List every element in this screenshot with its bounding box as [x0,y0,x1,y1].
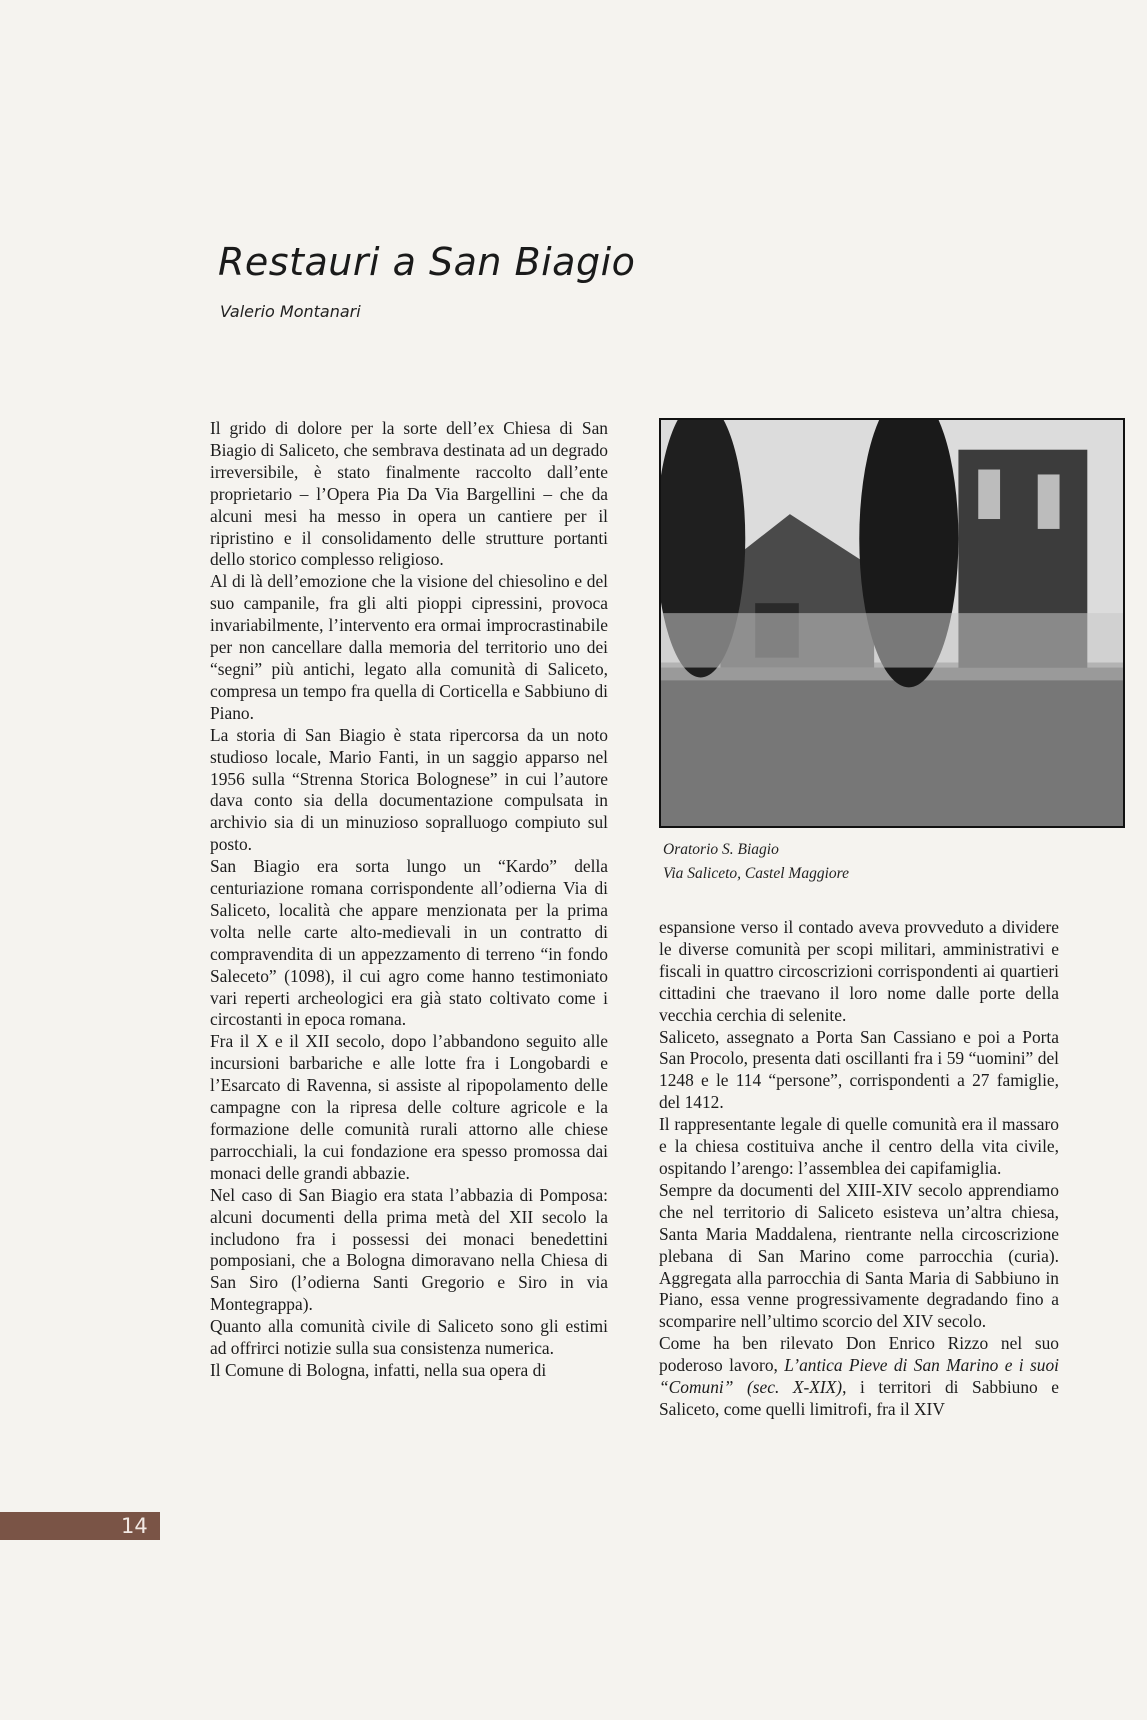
article-title: Restauri a San Biagio [218,240,636,284]
page-number: 14 [121,1514,148,1538]
church-photo-drawing [661,420,1123,826]
paragraph: Il rappresentante legale di quelle comunità era il massaro e la chiesa costituiva anche il centro della vita civile, ospitando l’arengo: l’assemblea dei capifamiglia. [659,1114,1059,1178]
paragraph: Sempre da documenti del XIII-XIV secolo apprendiamo che nel territorio di Saliceto esisteva un’altra chiesa, Santa Maria Maddalena, rientrante nella circoscrizione plebana di San Marino come parrocchia (curia). Aggregata alla parrocchia di Santa Maria di Sabbiuno in Piano, essa venne progressivamente degradando fino a scomparire nell’ultimo scorcio del XIV secolo. [659,1179,1059,1332]
paragraph: Fra il X e il XII secolo, dopo l’abbandono seguito alle incursioni barbariche e alle lotte fra i Longobardi e l’Esarcato di Ravenna, si assiste al ripopolamento delle campagne con la ripresa delle colture agricole e la formazione delle comunità rurali attorno alle chiese parrocchiali, la cui fondazione era spesso promossa dai monaci delle grandi abbazie. [210,1031,608,1183]
paragraph-with-citation [659,1333,1059,1421]
citation-continuation: , i territori di Sabbiuno e Saliceto, come quelli limitrofi, fra il XIV [659,1377,1059,1419]
left-column [210,418,608,1382]
caption-location: Via Saliceto, Castel Maggiore [663,865,849,882]
caption-title: Oratorio S. Biagio [663,841,779,858]
article-author: Valerio Montanari [220,302,361,321]
paragraph: Il Comune di Bologna, infatti, nella sua opera di [210,1359,547,1380]
church-photo [659,418,1125,828]
paragraph: espansione verso il contado aveva provveduto a dividere le diverse comunità per scopi militari, amministrativi e fiscali in quattro circoscrizioni corrispondenti ai quartieri cittadini che traevano il loro nome dalle porte della vecchia cerchia di selenite. [659,917,1059,1025]
paragraph: La storia di San Biagio è stata ripercorsa da un noto studioso locale, Mario Fanti, in un saggio apparso nel 1956 sulla “Strenna Storica Bolognese” in cui l’autore dava conto sia della documentazione compulsata in archivio sia di un minuzioso sopralluogo compiuto sul posto. [210,724,608,855]
paragraph: Nel caso di San Biagio era stata l’abbazia di Pomposa: alcuni documenti della prima metà del XII secolo la includono fra i possessi dei monaci benedettini pomposiani, che a Bologna dimoravano nella Chiesa di San Siro (l’odierna Santi Gregorio e Siro in via Montegrappa). [210,1184,608,1315]
book-title: L’antica Pieve di San Marino e i suoi “Comuni” (sec. X-XIX) [659,1355,1059,1398]
photo-caption [663,838,849,886]
paragraph: Il grido di dolore per la sorte dell’ex Chiesa di San Biagio di Saliceto, che sembrava destinata ad un degrado irreversibile, è stato finalmente raccolto dall’ente proprietario – l’Opera Pia Da Via Bargellini – che da alcuni mesi ha messo in opera un cantiere per il ripristino e il consolidamento delle strutture portanti dello storico complesso religioso. [210,418,608,570]
paragraph: Saliceto, assegnato a Porta San Cassiano e poi a Porta San Procolo, presenta dati oscillanti fra i 59 “uomini” del 1248 e le 114 “persone”, corrispondenti a 27 famiglie, del 1412. [659,1026,1059,1113]
paragraph: Quanto alla comunità civile di Saliceto sono gli estimi ad offrirci notizie sulla sua consistenza numerica. [210,1316,608,1359]
right-column [659,917,1059,1421]
paragraph: San Biagio era sorta lungo un “Kardo” della centuriazione romana corrispondente all’odierna Via di Saliceto, località che appare menzionata per la prima volta nelle carte alto-medievali in un contratto di compravendita di un appezzamento di terreno “in fondo Saleceto” (1098), il cui agro come hanno testimoniato vari reperti archeologici era già stato coltivato come i circostanti in epoca romana. [210,856,608,1030]
paragraph: Al di là dell’emozione che la visione del chiesolino e del suo campanile, fra gli alti pioppi cipressini, provoca invariabilmente, l’intervento era ormai improcrastinabile per non cancellare dalla memoria del territorio uno dei “segni” più antichi, legato alla comunità di Saliceto, compresa un tempo fra quella di Corticella e Sabbiuno di Piano. [210,571,608,723]
citation-intro: Come ha ben rilevato Don Enrico Rizzo nel suo poderoso lavoro, [659,1333,1059,1376]
